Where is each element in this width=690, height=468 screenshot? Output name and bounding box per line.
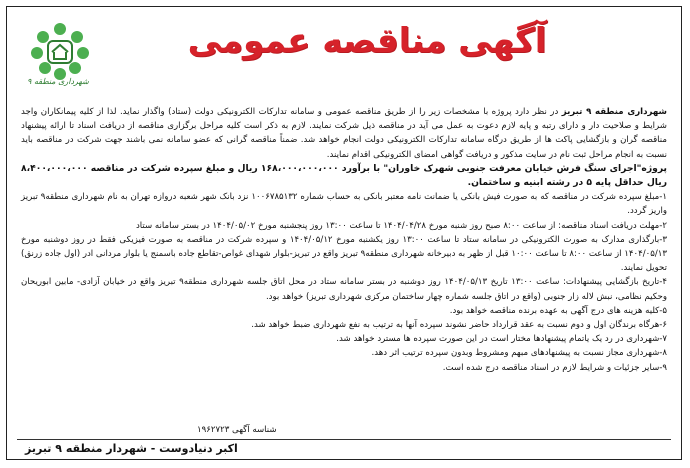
condition-item: ۱-مبلغ سپرده شرکت در مناقصه که به صورت فیش بانکی یا ضمانت نامه معتبر بانکی به حساب شماره ۱۰۰۶۷۸۵۱۳۲ نزد بانک شهر شعبه دروازه تهران به نام شهرداری منطقه۹ تبریز واریز گردد. [21,192,668,217]
ad-number: شناسه آگهی ۱۹۶۲۷۲۳ [197,425,277,435]
footer-divider [17,439,671,440]
condition-item: ۷-شهرداری در رد یک یاتمام پیشنهادها مختار است در این صورت سپرده ها مسترد خواهد شد. [336,334,667,345]
ad-frame [6,6,682,460]
project-description: پروژه"اجرای سنگ فرش خیابان معرفت جنوبی شهرک خاوران" با برآورد ۱۶۸،۰۰۰،۰۰۰،۰۰۰ ریال و مبلغ سپرده شرکت در مناقصه ۸،۴۰۰،۰۰۰،۰۰۰ ریال حداقل پایه ۵ در رشته ابنیه و ساختمان. [21,162,667,189]
intro-text: در نظر دارد پروژه با مشخصات زیر را از طریق مناقصه عمومی و سامانه تدارکات الکترونیکی دولت (ستاد) واگذار نماید. لذا از کلیه پیمانکاران واجد شرایط و صلاحیت دار و دارای رتبه و پایه لازم دعوت به عمل می آید در مناقصه ذیل شرکت نمایند. لازم به ذکر است کلیه مراحل برگزاری مناقصه از دریافت اسناد تا ارائه پیشنهاد مناقصه گران و بازگشایی پاکت ها از طریق درگاه سامانه تدارکات الکترونیکی دولت انجام خواهد شد. ضمناً مناقصه گرانی که عضو سامانه نمی باشند جهت شرکت در مناقصه باید نسبت به انجام مراحل ثبت نام در سایت مذکور و دریافت گواهی امضای الکترونیکی اقدام نمایند. [21,107,667,160]
signature: اکبر دنیادوست - شهردار منطقه ۹ تبریز [25,442,238,455]
ad-body [21,105,667,375]
condition-item: ۴-تاریخ بازگشایی پیشنهادات: ساعت ۱۳:۰۰ تاریخ ۱۴۰۴/۰۵/۱۳ روز دوشنبه در بستر سامانه ستاد در محل اتاق جلسه شهرداری منطقه۹ تبریز واقع در خیابان آزادی- مابین ابوریحان وحکیم نظامی، نبش لاله زار جنوبی (واقع در اتاق جلسه شماره چهار ساختمان مرکزی شهرداری تبریز) خواهد بود. [21,277,667,302]
condition-item: ۹-سایر جزئیات و شرایط لازم در اسناد مناقصه درج شده است. [442,362,667,373]
logo-caption: شهرداری منطقه ۹ [27,77,89,86]
municipality-logo-icon [21,19,99,99]
condition-item: ۲-مهلت دریافت اسناد مناقصه: از ساعت ۸:۰۰ صبح روز شنبه مورخ ۱۴۰۴/۰۴/۲۸ تا ساعت ۱۳:۰۰ روز پنجشنبه مورخ ۱۴۰۴/۰۵/۰۲ در بستر سامانه ستاد [135,220,667,231]
page-title: آگهی مناقصه عمومی [187,21,547,61]
org-name: شهرداری منطقه ۹ تبریز [561,107,667,117]
intro-paragraph [21,105,667,162]
condition-item: ۳-بارگذاری مدارک به صورت الکترونیکی در سامانه ستاد تا ساعت ۱۳:۰۰ روز یکشنبه مورخ ۱۴۰۴/۰۵/۱۲ و سپرده شرکت در مناقصه به صورت فیزیکی فقط در روز دوشنبه مورخ ۱۴۰۴/۰۵/۱۳ از ساعت ۸:۰۰ تا ساعت ۱۰:۰۰ قبل از ظهر به دبیرخانه شهرداری منطقه۹ تبریز واقع در تبریز-بلوار شهدای غواص-تقاطع جاده باسمنج یا بلوار مردانی ادر (اول جاده زرنق) تحویل نمایند. [21,234,667,274]
condition-item: ۸-شهرداری مجاز نسبت به پیشنهادهای مبهم ومشروط وبدون سپرده ترتیب اثر دهد. [371,348,667,359]
condition-item: ۶-هرگاه برندگان اول و دوم نسبت به عقد قرارداد حاضر نشوند سپرده آنها به ترتیب به نفع شهرداری ضبط خواهد شد. [251,320,667,331]
condition-item: ۵-کلیه هزینه های درج آگهی به عهده برنده مناقصه خواهد بود. [449,305,667,316]
footer [7,439,681,459]
conditions-list [21,190,667,375]
